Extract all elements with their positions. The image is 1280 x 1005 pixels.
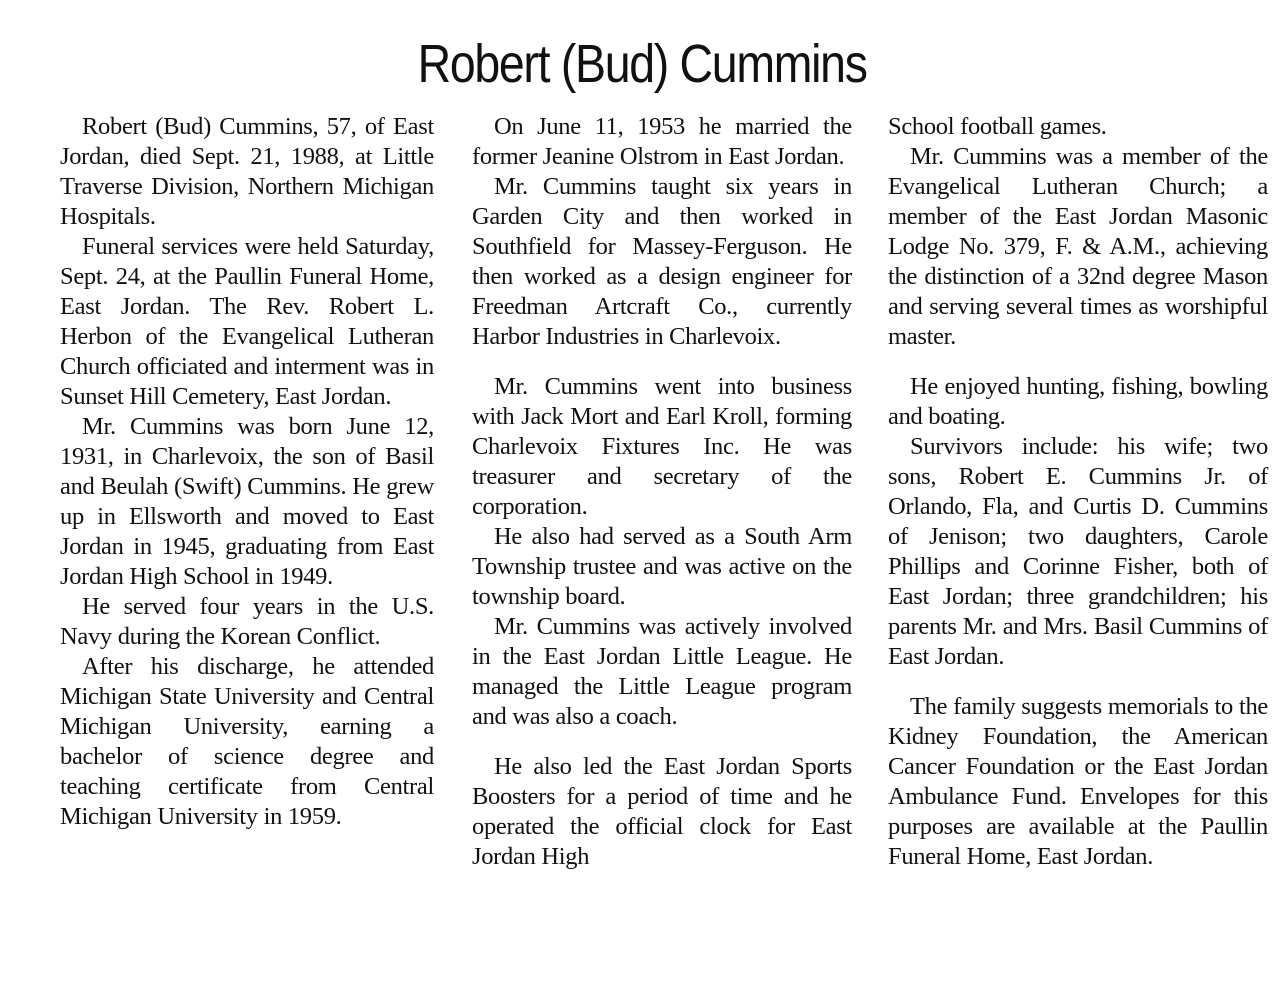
paragraph-survivors: Survivors include: his wife; two sons, Robert E. Cummins Jr. of Orlando, Fla, and Curtis D. Cummins of Jenison; two daughters, Carole Phillips and Corinne Fisher, both of East Jordan; three grandchildren; his parents Mr. and Mrs. Basil Cummins of East Jordan. — [888, 433, 1268, 670]
paragraph-little-league: Mr. Cummins was actively involved in the East Jordan Little League. He managed the Little League program and was also a coach. — [472, 613, 852, 730]
paragraph-university: After his discharge, he attended Michigan State University and Central Michigan University, earning a bachelor of science degree and teaching certificate from Central Michigan University in 1959. — [60, 653, 434, 830]
paragraph-sports-boosters: He also led the East Jordan Sports Boosters for a period of time and he operated the official clock for East Jordan High — [472, 753, 852, 870]
paragraph-business: Mr. Cummins went into business with Jack Mort and Earl Kroll, forming Charlevoix Fixtures Inc. He was treasurer and secretary of the corporation. — [472, 373, 852, 520]
article-column-1 — [60, 112, 434, 832]
paragraph-marriage: On June 11, 1953 he married the former Jeanine Olstrom in East Jordan. — [472, 113, 852, 170]
obituary-headline: Robert (Bud) Cummins — [417, 34, 867, 94]
paragraph-funeral-services: Funeral services were held Saturday, Sept. 24, at the Paullin Funeral Home, East Jordan. The Rev. Robert L. Herbon of the Evangelical Lutheran Church officiated and interment was in Sunset Hill Cemetery, East Jordan. — [60, 233, 434, 410]
paragraph-football-continued: School football games. — [888, 113, 1107, 140]
paragraph-township-trustee: He also had served as a South Arm Township trustee and was active on the township board. — [472, 523, 852, 610]
paragraph-career: Mr. Cummins taught six years in Garden City and then worked in Southfield for Massey-Ferguson. He then worked as a design engineer for Freedman Artcraft Co., currently Harbor Industries in Charlevoix. — [472, 173, 852, 350]
paragraph-military-service: He served four years in the U.S. Navy during the Korean Conflict. — [60, 593, 434, 650]
article-column-3 — [888, 112, 1268, 872]
paragraph-hobbies: He enjoyed hunting, fishing, bowling and boating. — [888, 373, 1268, 430]
paragraph-memberships: Mr. Cummins was a member of the Evangelical Lutheran Church; a member of the East Jordan Masonic Lodge No. 379, F. & A.M., achieving the distinction of a 32nd degree Mason and serving several times as worshipful master. — [888, 143, 1268, 350]
paragraph-birth-and-education: Mr. Cummins was born June 12, 1931, in Charlevoix, the son of Basil and Beulah (Swift) Cummins. He grew up in Ellsworth and moved to East Jordan in 1945, graduating from East Jordan High School in 1949. — [60, 413, 434, 590]
paragraph-death-notice: Robert (Bud) Cummins, 57, of East Jordan, died Sept. 21, 1988, at Little Traverse Division, Northern Michigan Hospitals. — [60, 113, 434, 230]
paragraph-memorials: The family suggests memorials to the Kidney Foundation, the American Cancer Foundation or the East Jordan Ambulance Fund. Envelopes for this purposes are available at the Paullin Funeral Home, East Jordan. — [888, 693, 1268, 870]
article-column-2 — [472, 112, 852, 872]
